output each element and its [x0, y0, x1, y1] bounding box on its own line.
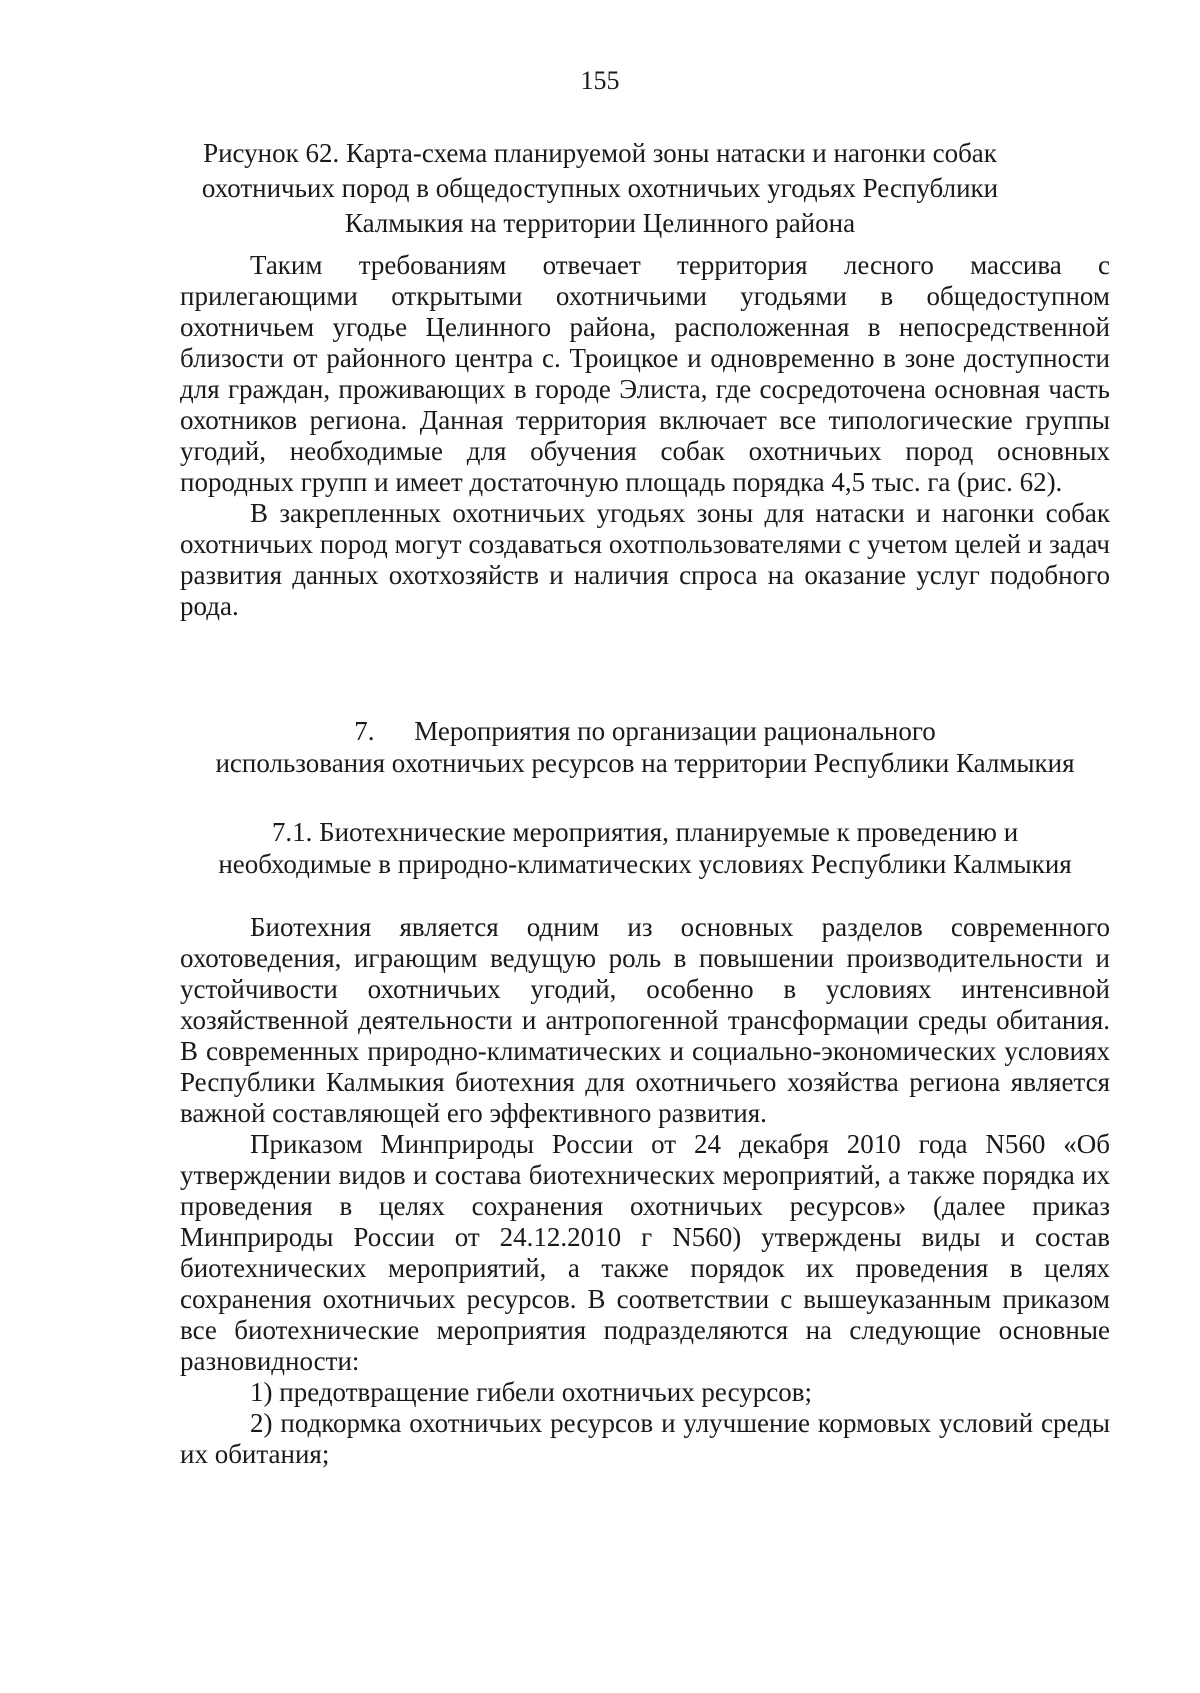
list-item: 1) предотвращение гибели охотничьих ресурсов; — [250, 1377, 812, 1407]
subsection-heading-line: необходимые в природно-климатических условиях Республики Калмыкия — [218, 849, 1072, 879]
subsection-heading-line: 7.1. Биотехнические мероприятия, планируемые к проведению и — [271, 817, 1019, 847]
figure-caption-line: Калмыкия на территории Целинного района — [344, 208, 856, 238]
body-paragraph: Биотехния является одним из основных разделов современного охотоведения, играющим ведущую роль в повышении производительности и устойчивости охотничьих угодий, особенно в условиях интенсивной хозяйственной деятельности и антропогенной трансформации среды обитания. В современных природно-климатических и социально-экономических условиях Республики Калмыкия биотехния для охотничьего хозяйства региона является важной составляющей его эффективного развития. — [180, 912, 1110, 1128]
section-text-block — [180, 912, 1110, 1470]
body-paragraph: Приказом Минприроды России от 24 декабря 2010 года N560 «Об утверждении видов и состава биотехнических мероприятий, а также порядка их проведения в целях сохранения охотничьих ресурсов» (далее приказ Минприроды России от 24.12.2010 г N560) утверждены виды и состав биотехнических мероприятий, а также порядок их проведения в целях сохранения охотничьих ресурсов. В соответствии с вышеуказанным приказом все биотехнические мероприятия подразделяются на следующие основные разновидности: — [180, 1129, 1110, 1376]
section-number: 7. — [354, 716, 375, 746]
body-paragraph: В закрепленных охотничьих угодьях зоны для натаски и нагонки собак охотничьих пород могут создаваться охотпользователями с учетом целей и задач развития данных охотхозяйств и наличия спроса на оказание услуг подобного рода. — [180, 498, 1110, 621]
section-text-block — [180, 250, 1110, 622]
subsection-heading — [180, 816, 1110, 880]
figure-caption-line: охотничьих пород в общедоступных охотничьих угодьях Республики — [201, 173, 999, 203]
body-paragraph: Таким требованиям отвечает территория лесного массива с прилегающими открытыми охотничьими угодьями в общедоступном охотничьем угодье Целинного района, расположенная в непосредственной близости от районного центра с. Троицкое и одновременно в зоне доступности для граждан, проживающих в городе Элиста, где сосредоточена основная часть охотников региона. Данная территория включает все типологические группы угодий, необходимые для обучения собак охотничьих пород основных породных групп и имеет достаточную площадь порядка 4,5 тыс. га (рис. 62). — [180, 250, 1110, 497]
section-heading-line: Мероприятия по организации рационального — [414, 716, 936, 746]
figure-caption-line: Рисунок 62. Карта-схема планируемой зоны натаски и нагонки собак — [203, 138, 997, 168]
figure-caption — [170, 136, 1030, 241]
section-heading — [180, 715, 1110, 779]
section-heading-line: использования охотничьих ресурсов на территории Республики Калмыкия — [215, 748, 1075, 778]
page-number: 155 — [580, 66, 620, 95]
list-item: 2) подкормка охотничьих ресурсов и улучшение кормовых условий среды их обитания; — [180, 1408, 1110, 1469]
